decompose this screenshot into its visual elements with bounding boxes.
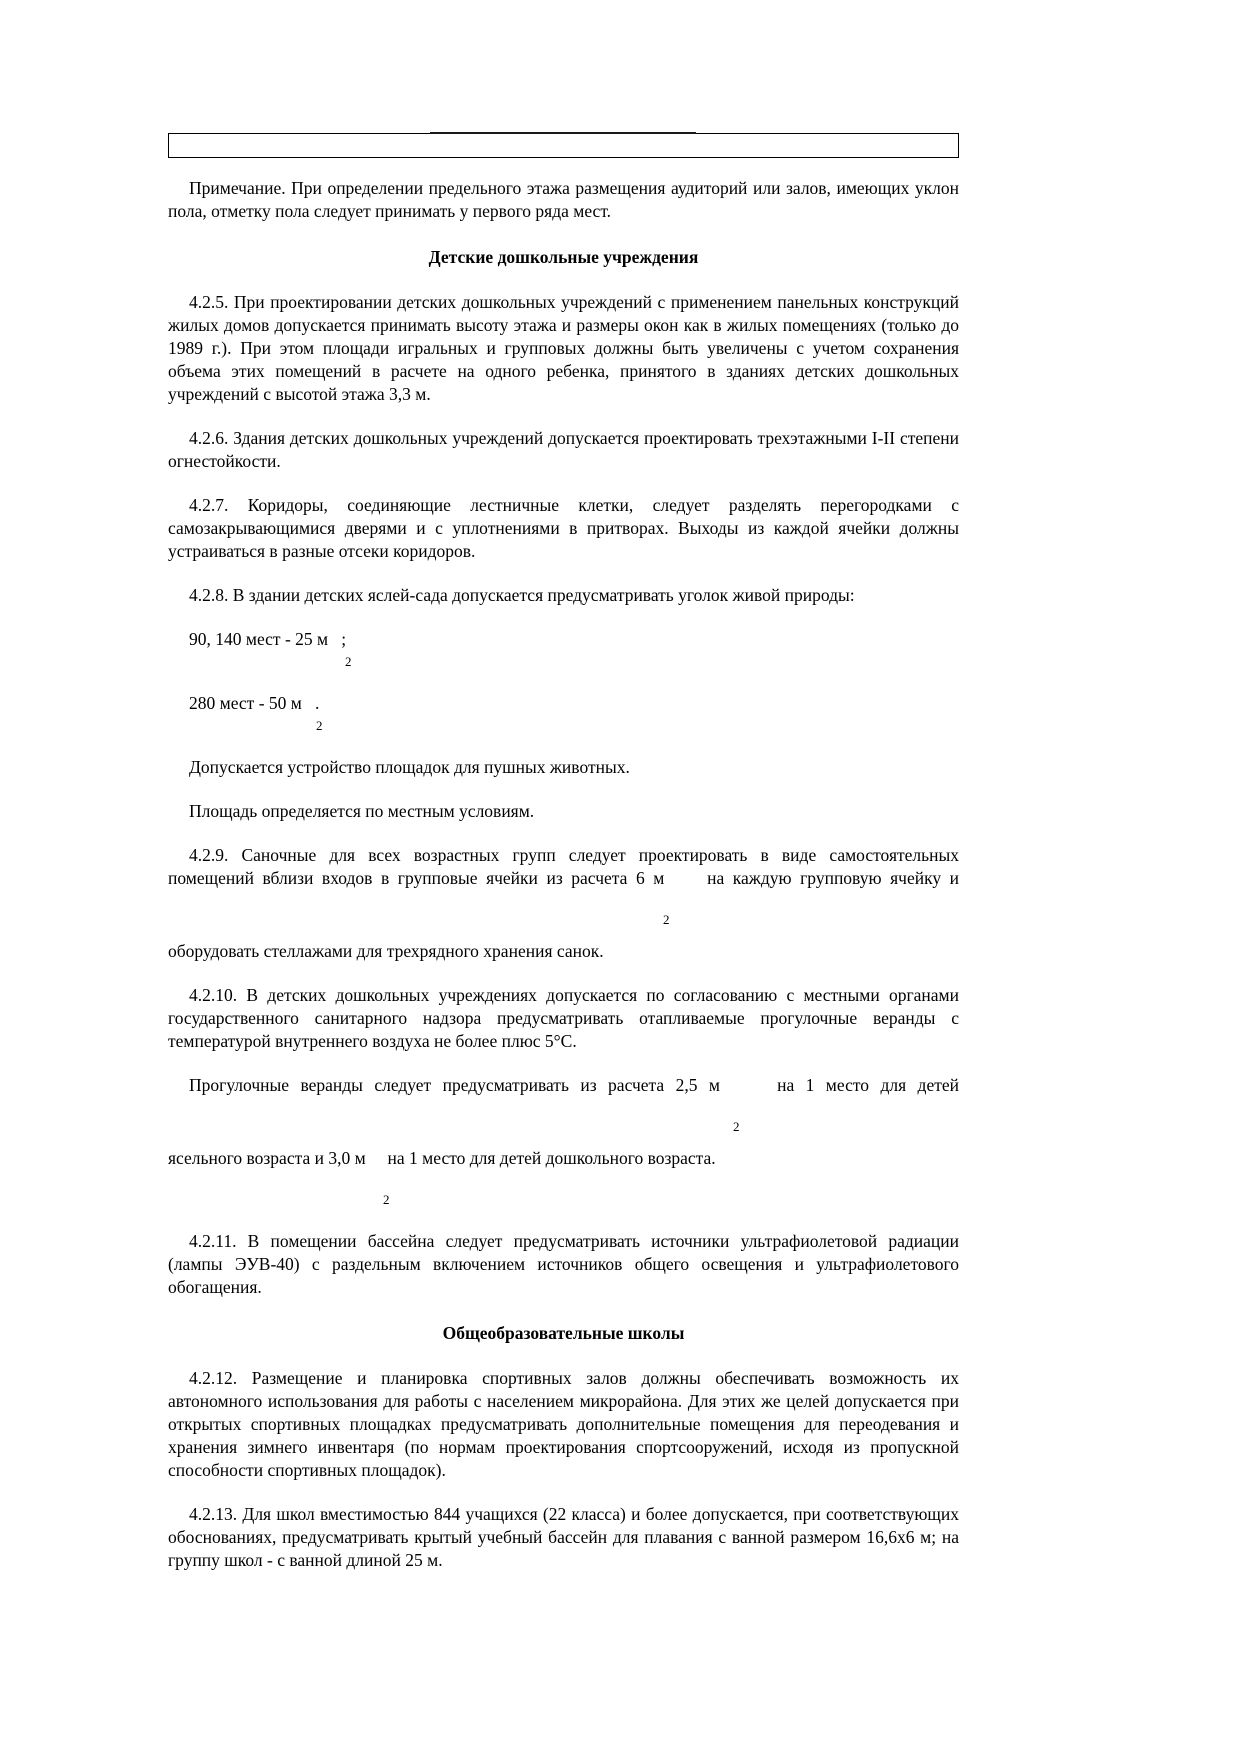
paragraph-4-2-10: 4.2.10. В детских дошкольных учреждениях допускается по согласованию с местными органами государственного санитарного надзора предусматривать отапливаемые прогулочные веранды с температурой внутреннего воздуха не более плюс 5°С. [168, 985, 959, 1051]
paragraph-verandas-line1: Прогулочные веранды следует предусматривать из расчета 2,5 м на 1 место для детей [189, 1075, 959, 1095]
superscript-2: 2 [383, 1192, 390, 1207]
paragraph-4-2-6: 4.2.6. Здания детских дошкольных учреждений допускается проектировать трехэтажными I-II степени огнестойкости. [168, 428, 959, 471]
paragraph-animals: Допускается устройство площадок для пушных животных. [189, 757, 630, 777]
paragraph-4-2-7: 4.2.7. Коридоры, соединяющие лестничные клетки, следует разделять перегородками с самозакрывающимися дверями и с уплотнениями в притворах. Выходы из каждой ячейки должны устраиваться в разные отсеки коридоров. [168, 495, 959, 561]
paragraph-4-2-12: 4.2.12. Размещение и планировка спортивных залов должны обеспечивать возможность их автономного использования для работы с населением микрорайона. Для этих же целей допускается при открытых спортивных площадках предусматривать дополнительные помещения для переодевания и хранения зимнего инвентаря (по нормам проектирования спортсооружений, исходя из пропускной способности спортивных площадок). [168, 1368, 959, 1480]
paragraph-4-2-8: 4.2.8. В здании детских яслей-сада допускается предусматривать уголок живой природы: [189, 585, 855, 605]
list-item-90-140-places: 90, 140 мест - 25 м ; [189, 629, 347, 649]
paragraph-4-2-5: 4.2.5. При проектировании детских дошкольных учреждений с применением панельных конструкций жилых домов допускается принимать высоту этажа и размеры окон как в жилых помещениях (только до 1989 г.). При этом площади игральных и групповых должны быть увеличены с учетом сохранения объема этих помещений в расчете на одного ребенка, принятого в зданиях детских дошкольных учреждений с высотой этажа 3,3 м. [168, 292, 959, 404]
section-title-preschool: Детские дошкольные учреждения [428, 247, 699, 267]
header-box [168, 133, 959, 158]
paragraph-4-2-9-part2: оборудовать стеллажами для трехрядного хранения санок. [168, 941, 604, 961]
note-paragraph: Примечание. При определении предельного этажа размещения аудиторий или залов, имеющих уклон пола, отметку пола следует принимать у первого ряда мест. [168, 178, 959, 221]
list-item-280-places: 280 мест - 50 м . [189, 693, 320, 713]
superscript-2: 2 [345, 654, 352, 669]
section-title-schools: Общеобразовательные школы [442, 1323, 685, 1343]
superscript-2: 2 [663, 912, 670, 927]
superscript-2: 2 [316, 718, 323, 733]
paragraph-4-2-11: 4.2.11. В помещении бассейна следует предусматривать источники ультрафиолетовой радиации (лампы ЭУВ-40) с раздельным включением источников общего освещения и ультрафиолетового обогащения. [168, 1231, 959, 1297]
paragraph-verandas-line2: ясельного возраста и 3,0 м на 1 место для детей дошкольного возраста. [168, 1148, 716, 1168]
paragraph-4-2-9-part1: 4.2.9. Саночные для всех возрастных групп следует проектировать в виде самостоятельных помещений вблизи входов в групповые ячейки из расчета 6 м на каждую групповую ячейку и [168, 845, 959, 888]
paragraph-area: Площадь определяется по местным условиям. [189, 801, 535, 821]
header-rule-line [430, 132, 696, 134]
document-content [168, 133, 959, 1593]
superscript-2: 2 [733, 1119, 740, 1134]
paragraph-4-2-13: 4.2.13. Для школ вместимостью 844 учащихся (22 класса) и более допускается, при соответствующих обоснованиях, предусматривать крытый учебный бассейн для плавания с ванной размером 16,6х6 м; на группу школ - с ванной длиной 25 м. [168, 1504, 959, 1570]
